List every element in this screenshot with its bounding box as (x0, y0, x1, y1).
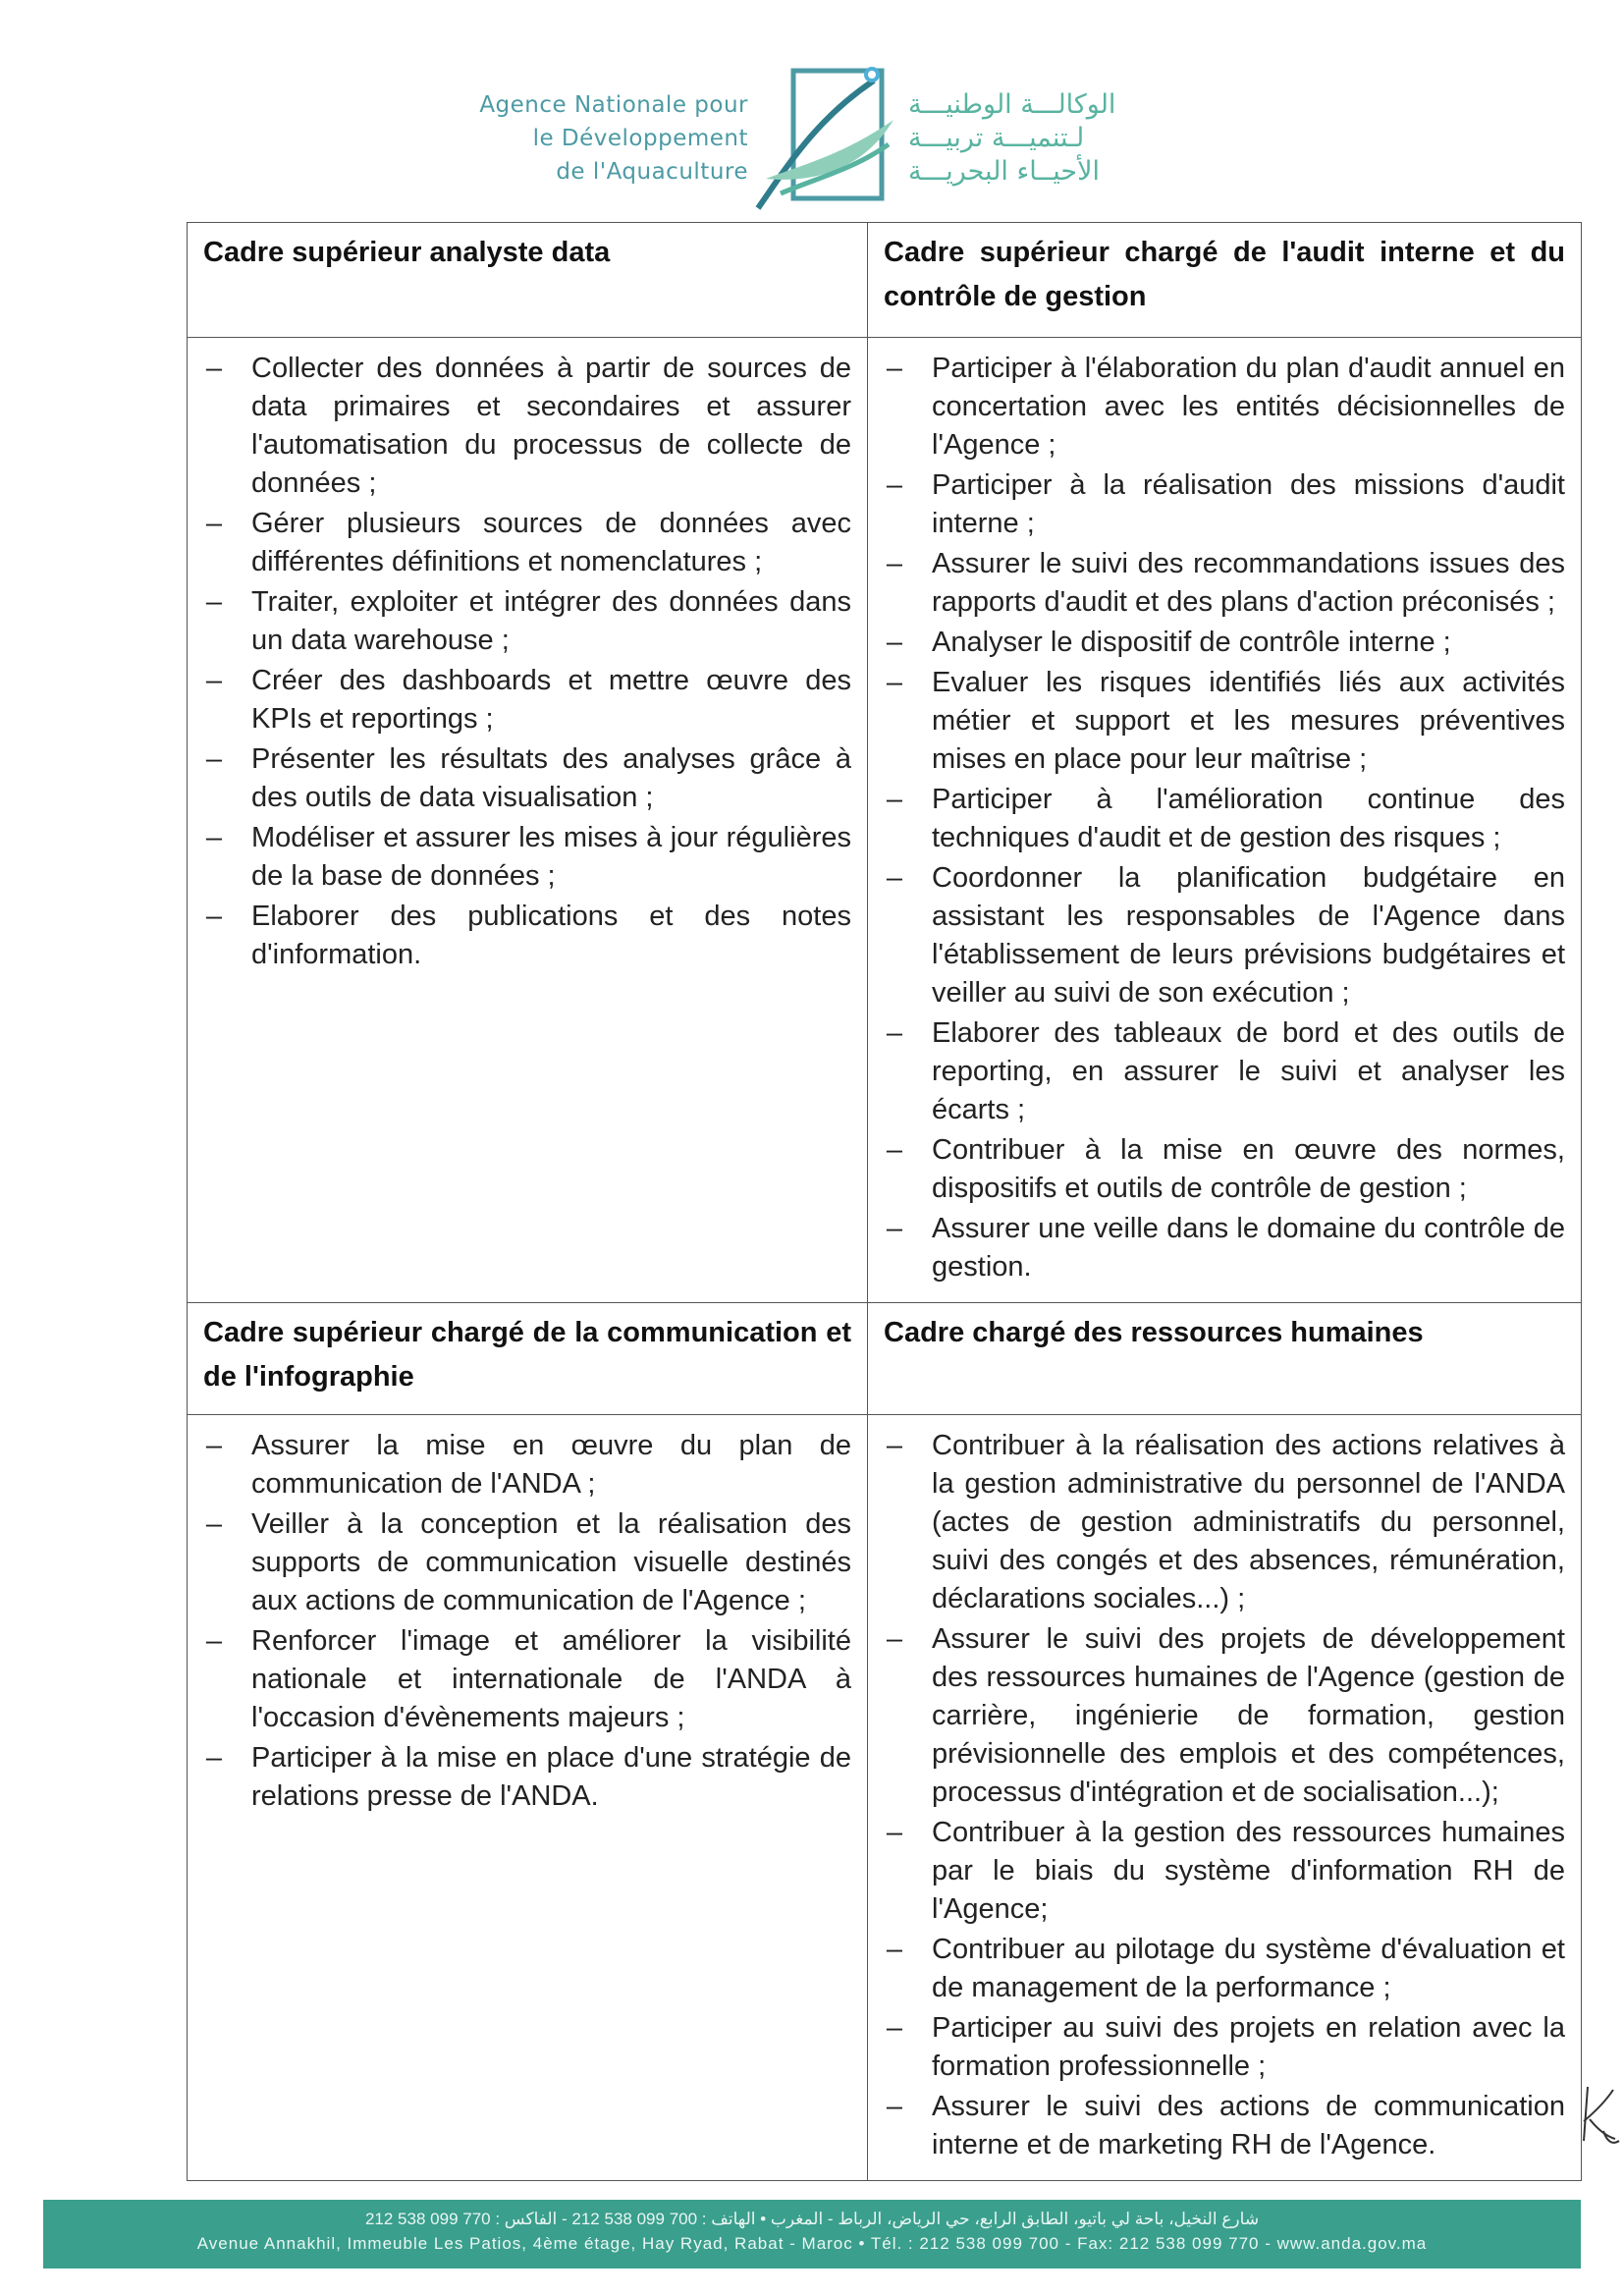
task-item (884, 545, 1565, 622)
logo-fr-line-1: Agence Nationale pour (479, 92, 748, 118)
task-item (884, 1931, 1565, 2007)
job-tasks-cell (868, 338, 1582, 1303)
task-text: Collecter des données à partir de sources de data primaires et secondaires et assurer l'automatisation du processus de collecte de données ; (251, 353, 851, 499)
footer-address-fr: Avenue Annakhil, Immeuble Les Patios, 4ème étage, Hay Ryad, Rabat - Maroc • Tél. : 212 538 099 700 - Fax: 212 538 099 770 - www.anda.gov.ma (196, 2234, 1428, 2253)
task-item (203, 1427, 851, 1503)
task-text: Assurer le suivi des recommandations issues des rapports d'audit et des plans d'action préconisés ; (932, 548, 1565, 618)
task-item (884, 2088, 1565, 2164)
section-2-header-row (188, 1303, 1582, 1415)
bullet-dash: – (886, 548, 903, 579)
anda-logo-icon (746, 61, 903, 218)
task-list (188, 338, 867, 990)
bullet-dash: – (205, 1625, 223, 1657)
logo-ar-line-3: الأحيــاء البحريـــة (908, 156, 1100, 187)
task-text: Participer au suivi des projets en relation avec la formation professionnelle ; (932, 2012, 1565, 2082)
task-text: Participer à l'élaboration du plan d'audit annuel en concertation avec les entités décisionnelles de l'Agence ; (932, 353, 1565, 461)
logo-text-fr (471, 88, 748, 189)
bullet-dash: – (886, 1213, 903, 1244)
task-item (884, 2009, 1565, 2086)
job-descriptions-table (187, 222, 1582, 2181)
task-item (884, 1210, 1565, 1286)
task-item (884, 1427, 1565, 1618)
header-logo (471, 61, 1149, 218)
logo-fr-line-2: le Développement (532, 126, 748, 151)
task-list (868, 1415, 1581, 2180)
task-text: Elaborer des tableaux de bord et des outils de reporting, en assurer le suivi et analyser les écarts ; (932, 1017, 1565, 1125)
job-title: Cadre supérieur chargé de l'audit interne et du contrôle de gestion (884, 237, 1565, 312)
task-text: Participer à l'amélioration continue des techniques d'audit et de gestion des risques ; (932, 784, 1565, 853)
bullet-dash: – (886, 2012, 903, 2044)
logo-ar-line-1: الوكالـــة الوطنيـــة (908, 89, 1116, 120)
bullet-dash: – (886, 784, 903, 815)
task-item (884, 1014, 1565, 1129)
task-text: Veiller à la conception et la réalisation des supports de communication visuelle destinés aux actions de communication de l'Agence ; (251, 1508, 851, 1616)
footer-address-ar: شارع النخيل، باحة لي باتيو، الطابق الرابع، حي الرياض، الرباط - المغرب • الهاتف : 700 099 538 212 - الفاكس : 770 099 538 212 (364, 2210, 1260, 2228)
task-text: Contribuer au pilotage du système d'évaluation et de management de la performance ; (932, 1934, 1565, 2003)
bullet-dash: – (205, 1430, 223, 1461)
task-text: Assurer la mise en œuvre du plan de communication de l'ANDA ; (251, 1430, 851, 1500)
bullet-dash: – (886, 1430, 903, 1461)
bullet-dash: – (205, 353, 223, 384)
page-footer (43, 2200, 1581, 2269)
bullet-dash: – (886, 862, 903, 894)
job-tasks-cell (188, 1415, 868, 2181)
task-item (203, 350, 851, 503)
bullet-dash: – (886, 1623, 903, 1655)
job-title-cell (868, 1303, 1582, 1415)
bullet-dash: – (886, 353, 903, 384)
task-item (884, 1620, 1565, 1812)
task-text: Participer à la mise en place d'une stratégie de relations presse de l'ANDA. (251, 1742, 851, 1812)
logo-text-ar (908, 88, 1144, 189)
job-title-cell (188, 223, 868, 338)
task-item (203, 740, 851, 817)
bullet-dash: – (205, 822, 223, 853)
task-item (203, 583, 851, 660)
task-item (203, 505, 851, 581)
job-title: Cadre chargé des ressources humaines (884, 1317, 1424, 1348)
task-text: Contribuer à la mise en œuvre des normes, dispositifs et outils de contrôle de gestion ; (932, 1134, 1565, 1204)
task-item (884, 664, 1565, 779)
job-title-cell (188, 1303, 868, 1415)
section-1-body-row (188, 338, 1582, 1303)
bullet-dash: – (886, 1017, 903, 1049)
task-text: Participer à la réalisation des missions d'audit interne ; (932, 469, 1565, 539)
job-title-cell (868, 223, 1582, 338)
task-text: Contribuer à la gestion des ressources humaines par le biais du système d'information RH de l'Agence; (932, 1817, 1565, 1925)
task-item (884, 350, 1565, 465)
task-item (884, 1131, 1565, 1208)
task-item (203, 819, 851, 896)
task-item (884, 781, 1565, 857)
task-text: Assurer une veille dans le domaine du contrôle de gestion. (932, 1213, 1565, 1283)
task-text: Assurer le suivi des actions de communication interne et de marketing RH de l'Agence. (932, 2091, 1565, 2160)
bullet-dash: – (205, 586, 223, 618)
bullet-dash: – (886, 469, 903, 501)
task-item (884, 624, 1565, 662)
initials-signature-icon (1576, 2082, 1624, 2151)
task-text: Analyser le dispositif de contrôle interne ; (932, 627, 1451, 658)
task-text: Présenter les résultats des analyses grâce à des outils de data visualisation ; (251, 743, 851, 813)
bullet-dash: – (886, 1817, 903, 1848)
bullet-dash: – (205, 1508, 223, 1540)
logo-ar-line-2: لـتنميـــة تربيـــة (908, 123, 1085, 153)
task-text: Gérer plusieurs sources de données avec différentes définitions et nomenclatures ; (251, 508, 851, 577)
bullet-dash: – (205, 508, 223, 539)
bullet-dash: – (205, 743, 223, 775)
task-item (203, 662, 851, 738)
bullet-dash: – (886, 627, 903, 658)
bullet-dash: – (205, 1742, 223, 1774)
job-tasks-cell (188, 338, 868, 1303)
job-title: Cadre supérieur analyste data (203, 237, 611, 268)
task-text: Traiter, exploiter et intégrer des données dans un data warehouse ; (251, 586, 851, 656)
job-tasks-cell (868, 1415, 1582, 2181)
task-text: Renforcer l'image et améliorer la visibilité nationale et internationale de l'ANDA à l'occasion d'évènements majeurs ; (251, 1625, 851, 1733)
task-text: Créer des dashboards et mettre œuvre des KPIs et reportings ; (251, 665, 851, 735)
task-text: Elaborer des publications et des notes d'information. (251, 901, 851, 970)
task-item (203, 1505, 851, 1620)
task-item (884, 1814, 1565, 1929)
bullet-dash: – (886, 1134, 903, 1166)
task-item (203, 1622, 851, 1737)
task-text: Assurer le suivi des projets de développement des ressources humaines de l'Agence (gestion de carrière, ingénierie de formation, gestion prévisionnelle des emplois et des compétences, processus d'intégration et de socialisation...); (932, 1623, 1565, 1808)
logo-fr-line-3: de l'Aquaculture (556, 159, 748, 185)
bullet-dash: – (886, 2091, 903, 2122)
task-item (203, 1739, 851, 1816)
task-list (188, 1415, 867, 1831)
task-item (884, 859, 1565, 1012)
bullet-dash: – (886, 1934, 903, 1965)
task-text: Coordonner la planification budgétaire en assistant les responsables de l'Agence dans l'établissement de leurs prévisions budgétaires et veiller au suivi de son exécution ; (932, 862, 1565, 1009)
bullet-dash: – (205, 665, 223, 696)
task-item (203, 898, 851, 974)
task-text: Modéliser et assurer les mises à jour régulières de la base de données ; (251, 822, 851, 892)
task-list (868, 338, 1581, 1302)
task-text: Evaluer les risques identifiés liés aux activités métier et support et les mesures préventives mises en place pour leur maîtrise ; (932, 667, 1565, 775)
section-1-header-row (188, 223, 1582, 338)
section-2-body-row (188, 1415, 1582, 2181)
task-text: Contribuer à la réalisation des actions relatives à la gestion administrative du personnel de l'ANDA (actes de gestion administratifs du personnel, suivi des congés et des absences, rémunération, déclarations sociales...) ; (932, 1430, 1565, 1614)
bullet-dash: – (205, 901, 223, 932)
task-item (884, 466, 1565, 543)
bullet-dash: – (886, 667, 903, 698)
job-title: Cadre supérieur chargé de la communication et de l'infographie (203, 1317, 851, 1393)
